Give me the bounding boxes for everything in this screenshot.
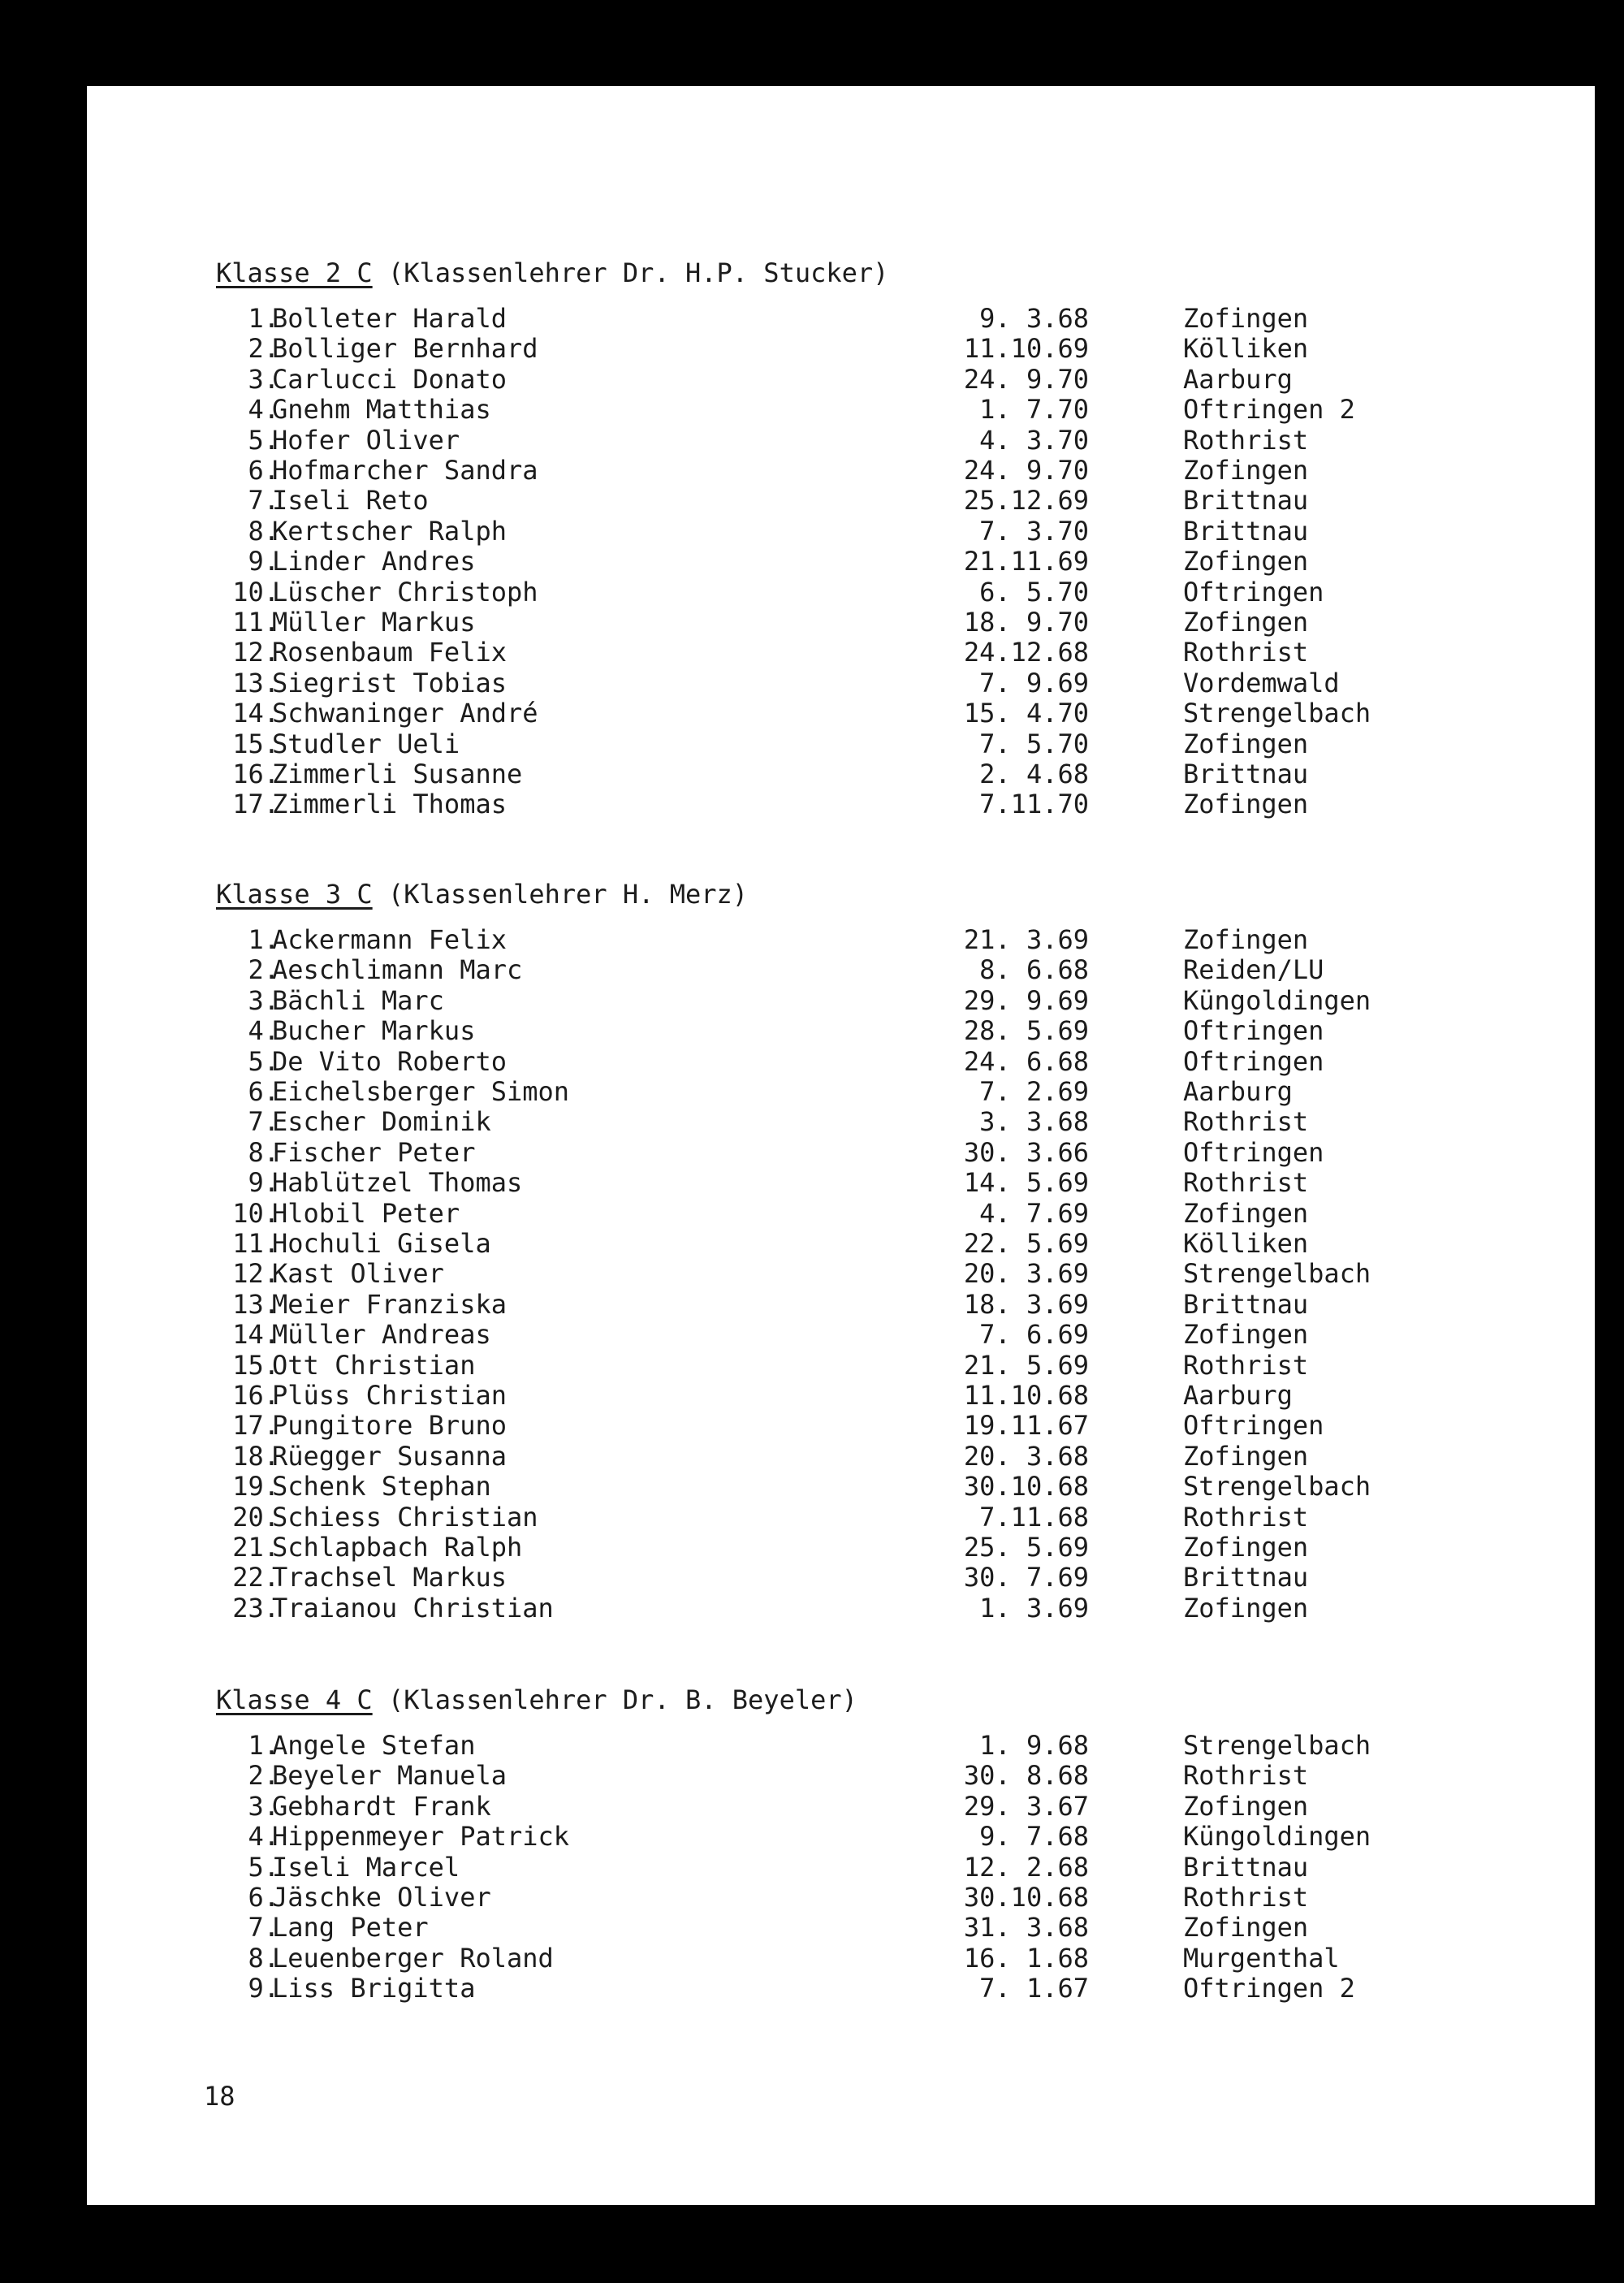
- student-number: 7.: [248, 485, 279, 517]
- student-row: [87, 577, 1595, 608]
- student-row: [87, 1351, 1595, 1381]
- birth-date: 2. 4.68: [979, 759, 1089, 789]
- student-number: 13.: [232, 667, 279, 698]
- student-name: Rüegger Susanna: [272, 1440, 507, 1472]
- student-number: 7.: [248, 1106, 279, 1138]
- student-number: 17.: [232, 789, 279, 820]
- home-town: Strengelbach: [1183, 1258, 1371, 1290]
- student-number: 12.: [232, 1258, 279, 1290]
- student-row: [87, 334, 1595, 364]
- birth-date: 4. 7.69: [979, 1197, 1089, 1229]
- student-number: 3.: [248, 363, 279, 395]
- student-number: 6.: [248, 1882, 279, 1913]
- home-town: Zofingen: [1183, 1532, 1309, 1563]
- home-town: Reiden/LU: [1183, 954, 1324, 986]
- student-row: [87, 789, 1595, 819]
- student-number: 7.: [248, 1912, 279, 1944]
- birth-date: 24. 9.70: [963, 455, 1089, 486]
- student-number: 15.: [232, 728, 279, 759]
- student-number: 16.: [232, 759, 279, 789]
- student-name: Zimmerli Susanne: [272, 759, 523, 789]
- home-town: Zofingen: [1183, 728, 1309, 759]
- birth-date: 7.11.70: [979, 789, 1089, 820]
- student-row: [87, 1472, 1595, 1502]
- student-row: [87, 1761, 1595, 1791]
- student-number: 15.: [232, 1349, 279, 1381]
- home-town: Zofingen: [1183, 546, 1309, 577]
- birth-date: 3. 3.68: [979, 1106, 1089, 1138]
- home-town: Oftringen 2: [1183, 1973, 1355, 2004]
- birth-date: 18. 3.69: [963, 1288, 1089, 1320]
- student-row: [87, 1442, 1595, 1472]
- student-row: [87, 638, 1595, 668]
- student-row: [87, 729, 1595, 759]
- student-number: 19.: [232, 1471, 279, 1503]
- student-name: Bolliger Bernhard: [272, 333, 538, 365]
- student-name: Eichelsberger Simon: [272, 1076, 570, 1107]
- birth-date: 7.11.68: [979, 1501, 1089, 1533]
- student-name: Plüss Christian: [272, 1380, 507, 1411]
- student-row: [87, 1077, 1595, 1107]
- home-town: Küngoldingen: [1183, 1821, 1371, 1853]
- student-name: Traianou Christian: [272, 1592, 554, 1624]
- student-number: 16.: [232, 1380, 279, 1411]
- student-name: Hablützel Thomas: [272, 1167, 523, 1199]
- student-row: [87, 426, 1595, 456]
- student-row: [87, 365, 1595, 395]
- birth-date: 7. 2.69: [979, 1076, 1089, 1107]
- home-town: Strengelbach: [1183, 698, 1371, 729]
- home-town: Oftringen 2: [1183, 394, 1355, 426]
- student-name: Kast Oliver: [272, 1258, 444, 1290]
- student-row: [87, 517, 1595, 547]
- student-name: Siegrist Tobias: [272, 667, 507, 698]
- class-heading: [216, 1685, 857, 1715]
- birth-date: 24.12.68: [963, 637, 1089, 668]
- student-number: 11.: [232, 1228, 279, 1259]
- student-number: 9.: [248, 546, 279, 577]
- student-name: Schwaninger André: [272, 698, 538, 729]
- student-row: [87, 304, 1595, 334]
- home-town: Brittnau: [1183, 515, 1309, 547]
- student-row: [87, 486, 1595, 516]
- student-row: [87, 1320, 1595, 1350]
- student-name: Ott Christian: [272, 1349, 476, 1381]
- student-name: Zimmerli Thomas: [272, 789, 507, 820]
- birth-date: 8. 6.68: [979, 954, 1089, 986]
- student-row: [87, 608, 1595, 638]
- home-town: Strengelbach: [1183, 1471, 1371, 1503]
- birth-date: 21. 3.69: [963, 924, 1089, 955]
- class-teacher: (Klassenlehrer Dr. H.P. Stucker): [387, 257, 889, 288]
- home-town: Brittnau: [1183, 485, 1309, 517]
- student-row: [87, 1731, 1595, 1761]
- home-town: Rothrist: [1183, 637, 1309, 668]
- student-number: 4.: [248, 1821, 279, 1853]
- home-town: Rothrist: [1183, 1501, 1309, 1533]
- birth-date: 30. 3.66: [963, 1136, 1089, 1168]
- student-name: Iseli Reto: [272, 485, 429, 517]
- student-name: Jäschke Oliver: [272, 1882, 491, 1913]
- student-name: Trachsel Markus: [272, 1562, 507, 1593]
- birth-date: 16. 1.68: [963, 1942, 1089, 1974]
- student-number: 3.: [248, 1790, 279, 1822]
- home-town: Rothrist: [1183, 424, 1309, 456]
- home-town: Murgenthal: [1183, 1942, 1340, 1974]
- student-row: [87, 1107, 1595, 1137]
- student-row: [87, 1853, 1595, 1883]
- home-town: Kölliken: [1183, 333, 1309, 365]
- birth-date: 7. 9.69: [979, 667, 1089, 698]
- home-town: Oftringen: [1183, 1136, 1324, 1168]
- birth-date: 9. 7.68: [979, 1821, 1089, 1853]
- student-number: 1.: [248, 924, 279, 955]
- student-row: [87, 1381, 1595, 1411]
- student-number: 1.: [248, 1730, 279, 1761]
- birth-date: 22. 5.69: [963, 1228, 1089, 1259]
- home-town: Zofingen: [1183, 1319, 1309, 1351]
- student-number: 13.: [232, 1288, 279, 1320]
- student-number: 2.: [248, 1760, 279, 1792]
- student-name: Lang Peter: [272, 1912, 429, 1944]
- student-row: [87, 1259, 1595, 1289]
- birth-date: 28. 5.69: [963, 1015, 1089, 1047]
- home-town: Oftringen: [1183, 1410, 1324, 1442]
- home-town: Brittnau: [1183, 1562, 1309, 1593]
- student-row: [87, 456, 1595, 486]
- student-row: [87, 1047, 1595, 1077]
- student-number: 8.: [248, 515, 279, 547]
- student-name: Meier Franziska: [272, 1288, 507, 1320]
- home-town: Oftringen: [1183, 1015, 1324, 1047]
- home-town: Küngoldingen: [1183, 984, 1371, 1016]
- student-name: Schenk Stephan: [272, 1471, 491, 1503]
- birth-date: 15. 4.70: [963, 698, 1089, 729]
- birth-date: 30. 7.69: [963, 1562, 1089, 1593]
- student-number: 5.: [248, 1045, 279, 1077]
- student-name: Carlucci Donato: [272, 363, 507, 395]
- student-name: Aeschlimann Marc: [272, 954, 523, 986]
- student-name: Liss Brigitta: [272, 1973, 476, 2004]
- student-name: Müller Markus: [272, 607, 476, 638]
- home-town: Zofingen: [1183, 1440, 1309, 1472]
- student-row: [87, 1974, 1595, 2004]
- student-name: Escher Dominik: [272, 1106, 491, 1138]
- home-town: Aarburg: [1183, 1076, 1293, 1107]
- home-town: Rothrist: [1183, 1167, 1309, 1199]
- student-name: Rosenbaum Felix: [272, 637, 507, 668]
- class-heading: [216, 880, 748, 910]
- birth-date: 25.12.69: [963, 485, 1089, 517]
- class-heading: [216, 258, 888, 288]
- student-row: [87, 395, 1595, 425]
- birth-date: 1. 9.68: [979, 1730, 1089, 1761]
- class-name: Klasse 4 C: [216, 1684, 373, 1715]
- student-number: 5.: [248, 1851, 279, 1883]
- student-number: 2.: [248, 333, 279, 365]
- student-row: [87, 1913, 1595, 1943]
- student-name: Müller Andreas: [272, 1319, 491, 1351]
- student-row: [87, 1229, 1595, 1259]
- home-town: Zofingen: [1183, 455, 1309, 486]
- student-row: [87, 1822, 1595, 1852]
- student-name: Bolleter Harald: [272, 303, 507, 334]
- student-row: [87, 986, 1595, 1016]
- birth-date: 11.10.69: [963, 333, 1089, 365]
- home-town: Rothrist: [1183, 1760, 1309, 1792]
- home-town: Rothrist: [1183, 1106, 1309, 1138]
- home-town: Oftringen: [1183, 576, 1324, 608]
- student-name: Hofer Oliver: [272, 424, 460, 456]
- student-number: 22.: [232, 1562, 279, 1593]
- page-number: 18: [204, 2081, 235, 2112]
- student-number: 21.: [232, 1532, 279, 1563]
- birth-date: 30.10.68: [963, 1471, 1089, 1503]
- student-name: Ackermann Felix: [272, 924, 507, 955]
- student-row: [87, 547, 1595, 577]
- student-name: Gebhardt Frank: [272, 1790, 491, 1822]
- class-name: Klasse 2 C: [216, 257, 373, 288]
- student-number: 9.: [248, 1167, 279, 1199]
- student-number: 4.: [248, 1015, 279, 1047]
- student-name: Pungitore Bruno: [272, 1410, 507, 1442]
- birth-date: 6. 5.70: [979, 576, 1089, 608]
- student-name: Iseli Marcel: [272, 1851, 460, 1883]
- home-town: Rothrist: [1183, 1882, 1309, 1913]
- birth-date: 31. 3.68: [963, 1912, 1089, 1944]
- student-number: 5.: [248, 424, 279, 456]
- student-row: [87, 1199, 1595, 1229]
- home-town: Brittnau: [1183, 1851, 1309, 1883]
- student-row: [87, 925, 1595, 955]
- student-name: Bächli Marc: [272, 984, 444, 1016]
- student-number: 9.: [248, 1973, 279, 2004]
- class-teacher: (Klassenlehrer Dr. B. Beyeler): [387, 1684, 857, 1715]
- student-row: [87, 1290, 1595, 1320]
- student-number: 23.: [232, 1592, 279, 1624]
- home-town: Zofingen: [1183, 1592, 1309, 1624]
- student-name: Hochuli Gisela: [272, 1228, 491, 1259]
- birth-date: 9. 3.68: [979, 303, 1089, 334]
- student-number: 11.: [232, 607, 279, 638]
- birth-date: 11.10.68: [963, 1380, 1089, 1411]
- student-name: Linder Andres: [272, 546, 476, 577]
- student-name: Lüscher Christoph: [272, 576, 538, 608]
- home-town: Zofingen: [1183, 607, 1309, 638]
- student-row: [87, 698, 1595, 729]
- student-name: Bucher Markus: [272, 1015, 476, 1047]
- student-row: [87, 1593, 1595, 1624]
- student-number: 14.: [232, 698, 279, 729]
- birth-date: 21. 5.69: [963, 1349, 1089, 1381]
- birth-date: 18. 9.70: [963, 607, 1089, 638]
- student-row: [87, 1138, 1595, 1168]
- student-row: [87, 759, 1595, 789]
- home-town: Rothrist: [1183, 1349, 1309, 1381]
- birth-date: 7. 1.67: [979, 1973, 1089, 2004]
- class-name: Klasse 3 C: [216, 879, 373, 910]
- student-row: [87, 668, 1595, 698]
- birth-date: 30.10.68: [963, 1882, 1089, 1913]
- birth-date: 7. 3.70: [979, 515, 1089, 547]
- birth-date: 4. 3.70: [979, 424, 1089, 456]
- birth-date: 24. 6.68: [963, 1045, 1089, 1077]
- student-name: Fischer Peter: [272, 1136, 476, 1168]
- birth-date: 30. 8.68: [963, 1760, 1089, 1792]
- student-name: Hippenmeyer Patrick: [272, 1821, 570, 1853]
- student-name: Studler Ueli: [272, 728, 460, 759]
- student-row: [87, 1503, 1595, 1533]
- student-number: 20.: [232, 1501, 279, 1533]
- home-town: Oftringen: [1183, 1045, 1324, 1077]
- student-number: 10.: [232, 576, 279, 608]
- student-number: 6.: [248, 1076, 279, 1107]
- birth-date: 25. 5.69: [963, 1532, 1089, 1563]
- home-town: Zofingen: [1183, 1197, 1309, 1229]
- student-number: 3.: [248, 984, 279, 1016]
- student-row: [87, 1016, 1595, 1046]
- student-number: 14.: [232, 1319, 279, 1351]
- birth-date: 19.11.67: [963, 1410, 1089, 1442]
- student-name: Leuenberger Roland: [272, 1942, 554, 1974]
- student-number: 12.: [232, 637, 279, 668]
- student-row: [87, 1944, 1595, 1974]
- home-town: Vordemwald: [1183, 667, 1340, 698]
- student-name: Hlobil Peter: [272, 1197, 460, 1229]
- home-town: Zofingen: [1183, 1790, 1309, 1822]
- student-number: 1.: [248, 303, 279, 334]
- student-name: Angele Stefan: [272, 1730, 476, 1761]
- birth-date: 7. 5.70: [979, 728, 1089, 759]
- birth-date: 20. 3.68: [963, 1440, 1089, 1472]
- student-row: [87, 1533, 1595, 1563]
- home-town: Kölliken: [1183, 1228, 1309, 1259]
- home-town: Strengelbach: [1183, 1730, 1371, 1761]
- student-row: [87, 1883, 1595, 1913]
- student-number: 10.: [232, 1197, 279, 1229]
- student-name: Gnehm Matthias: [272, 394, 491, 426]
- home-town: Zofingen: [1183, 789, 1309, 820]
- student-name: Hofmarcher Sandra: [272, 455, 538, 486]
- student-name: Beyeler Manuela: [272, 1760, 507, 1792]
- student-row: [87, 1563, 1595, 1593]
- birth-date: 29. 9.69: [963, 984, 1089, 1016]
- home-town: Brittnau: [1183, 1288, 1309, 1320]
- birth-date: 1. 3.69: [979, 1592, 1089, 1624]
- student-name: De Vito Roberto: [272, 1045, 507, 1077]
- student-name: Kertscher Ralph: [272, 515, 507, 547]
- birth-date: 21.11.69: [963, 546, 1089, 577]
- student-number: 18.: [232, 1440, 279, 1472]
- home-town: Zofingen: [1183, 303, 1309, 334]
- student-row: [87, 1792, 1595, 1822]
- birth-date: 29. 3.67: [963, 1790, 1089, 1822]
- student-name: Schlapbach Ralph: [272, 1532, 523, 1563]
- birth-date: 7. 6.69: [979, 1319, 1089, 1351]
- home-town: Zofingen: [1183, 924, 1309, 955]
- student-row: [87, 1411, 1595, 1441]
- student-number: 8.: [248, 1942, 279, 1974]
- birth-date: 20. 3.69: [963, 1258, 1089, 1290]
- home-town: Brittnau: [1183, 759, 1309, 789]
- student-number: 8.: [248, 1136, 279, 1168]
- student-number: 4.: [248, 394, 279, 426]
- student-row: [87, 955, 1595, 985]
- student-name: Schiess Christian: [272, 1501, 538, 1533]
- student-number: 17.: [232, 1410, 279, 1442]
- home-town: Aarburg: [1183, 363, 1293, 395]
- birth-date: 1. 7.70: [979, 394, 1089, 426]
- student-number: 2.: [248, 954, 279, 986]
- birth-date: 12. 2.68: [963, 1851, 1089, 1883]
- home-town: Zofingen: [1183, 1912, 1309, 1944]
- student-row: [87, 1168, 1595, 1198]
- student-number: 6.: [248, 455, 279, 486]
- birth-date: 14. 5.69: [963, 1167, 1089, 1199]
- document-page: [87, 86, 1595, 2205]
- class-teacher: (Klassenlehrer H. Merz): [387, 879, 749, 910]
- home-town: Aarburg: [1183, 1380, 1293, 1411]
- birth-date: 24. 9.70: [963, 363, 1089, 395]
